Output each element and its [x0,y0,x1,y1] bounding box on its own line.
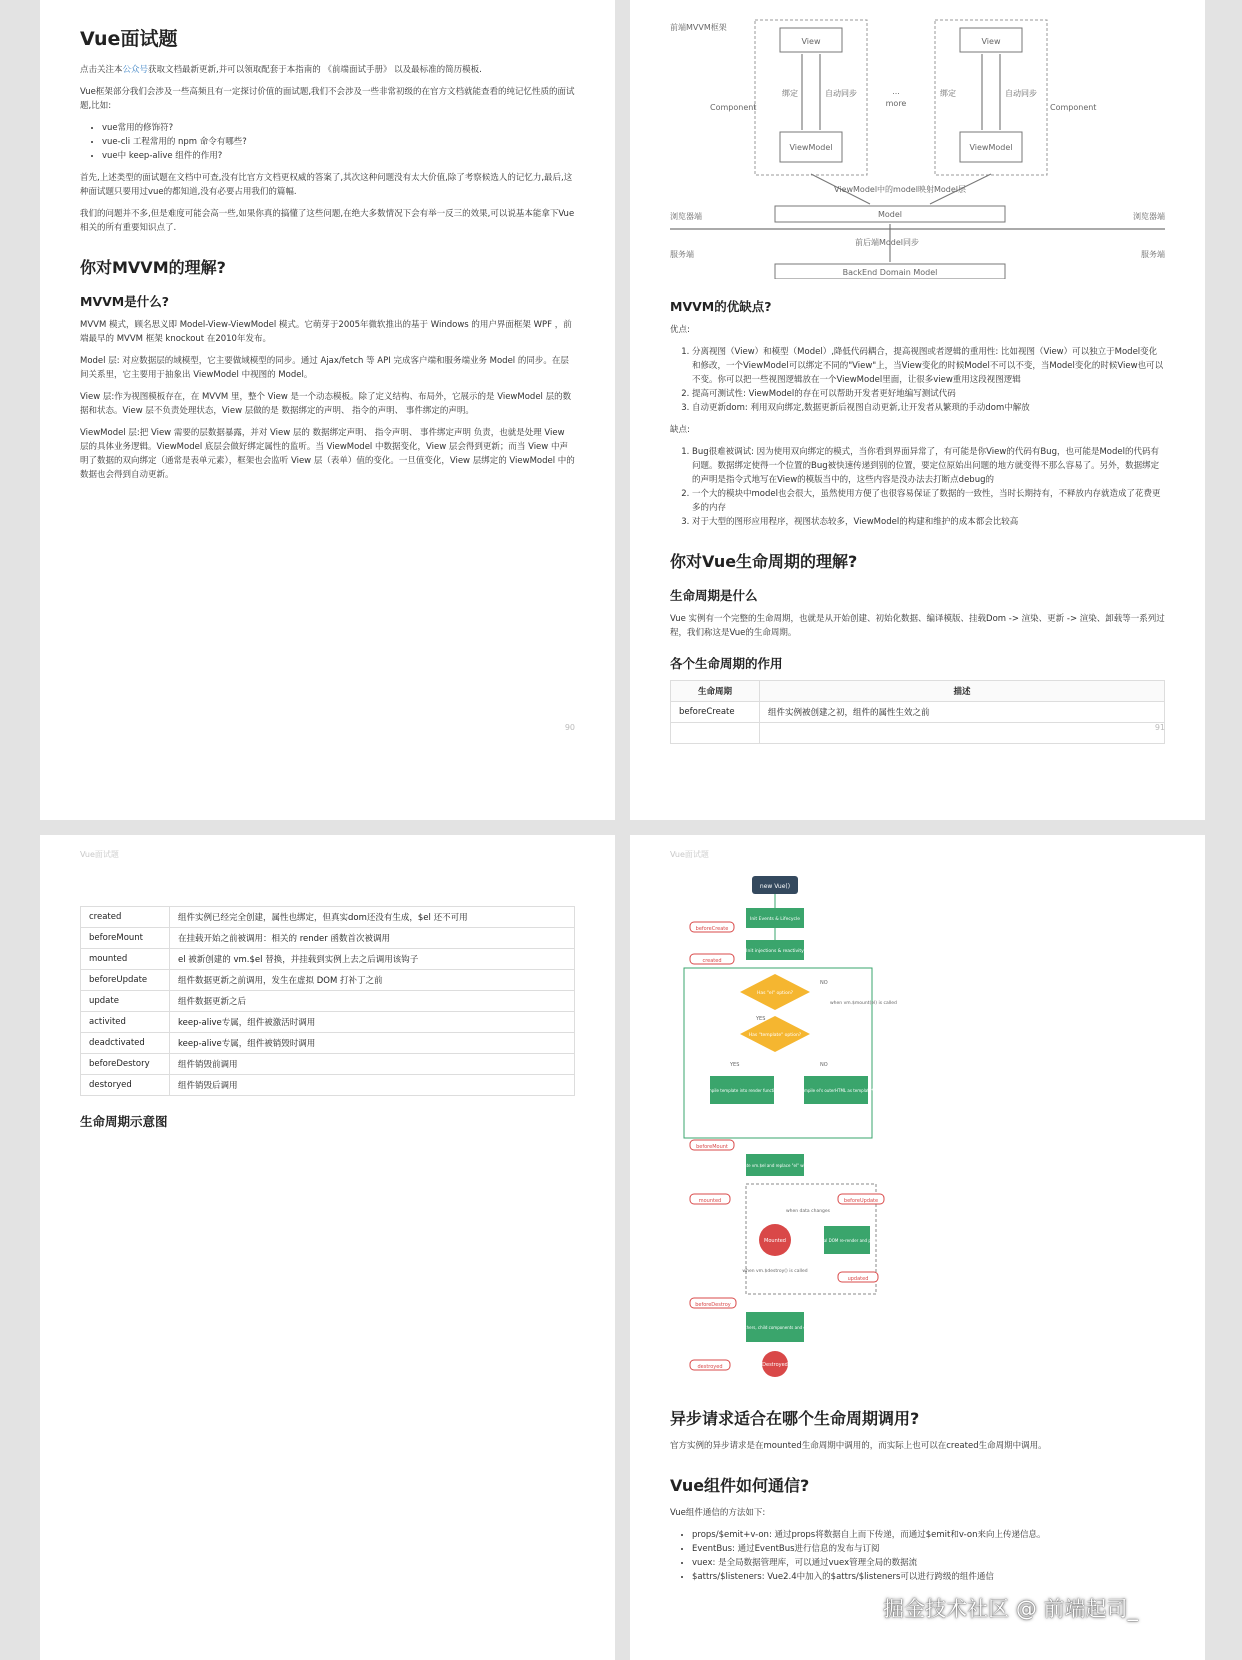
page-number: 90 [564,723,575,732]
pros-label: 优点: [670,325,690,335]
branch-label: NO [820,980,828,986]
node-label: Init Events & Lifecycle [750,917,800,922]
list-item: • EventBus: 通过EventBus进行信息的发布与订阅 [692,1542,1165,1556]
paragraph: 官方实例的异步请求是在mounted生命周期中调用的，而实际上也可以在created生命周期中调用。 [670,1441,1047,1451]
node-label: new Vue() [759,883,791,890]
hook-label: destroyed [697,1364,723,1370]
hook-label: created [702,958,722,964]
table-row [81,907,575,928]
subheading-lifecycle-roles: 各个生命周期的作用 [670,656,783,671]
table-row [81,928,575,949]
ellipsis: ... [892,87,900,96]
viewmodel-label: ViewModel [789,143,833,152]
table-row [81,949,575,970]
column-header: 生命周期 [671,681,760,702]
subheading-what-is-mvvm: MVVM是什么? [80,294,169,309]
paragraph: View 层:作为视图模板存在，在 MVVM 里，整个 View 是一个动态模板。除了定义结构、布局外，它展示的是 ViewModel 层的数据和状态。View 层不负责处理状态，View 层做的是 数据绑定的声明、 指令的声明、 事件绑定的声明。 [80,392,572,416]
page-90 [40,0,615,820]
communication-list [670,1528,1165,1584]
decision-label: Has "template" option? [748,1033,802,1038]
table-row [671,723,1165,744]
branch-note: when vm.$mount(el) is called [830,1001,897,1006]
list-item: • vue常用的修饰符? [102,121,575,135]
intro-post: 获取文档最新更新,并可以领取配套于本指南的 《前端面试手册》 以及最标准的简历模板. [148,65,482,75]
hook-label: beforeDestroy [695,1302,731,1308]
lifecycle-flowchart [670,872,1165,1382]
table-cell: beforeDestory [81,1054,170,1075]
subheading-pros-cons: MVVM的优缺点? [670,299,772,314]
lifecycle-table [670,680,1165,744]
table-header-row [671,681,1165,702]
intro-paragraph [80,63,575,77]
page-92 [40,835,615,1660]
table-row [81,991,575,1012]
section-heading-async: 异步请求适合在哪个生命周期调用? [670,1409,920,1428]
section-heading-mvvm: 你对MVVM的理解? [80,258,226,277]
watermark: 掘金技术社区 @ 前端起司_ [883,1597,1138,1621]
node-label: Create vm.$el and replace "el" with it [737,1163,813,1168]
hook-label: updated [847,1276,869,1282]
server-label-left: 服务端 [670,250,694,259]
page-93 [630,835,1205,1660]
list-item: • vuex: 是全局数据管理库，可以通过vuex管理全局的数据流 [692,1556,1165,1570]
table-cell: 在挂载开始之前被调用：相关的 render 函数首次被调用 [170,928,575,949]
doc-title: Vue面试题 [80,28,178,50]
paragraph: Vue组件通信的方法如下: [670,1508,766,1518]
table-cell: el 被新创建的 vm.$el 替换，并挂载到实例上去之后调用该钩子 [170,949,575,970]
node-label: Teardown watchers, child components and event listeners [716,1325,834,1330]
node-label: Init injections & reactivity [746,949,804,954]
node-label: Destroyed [762,1362,788,1368]
list-item: • vue中 keep-alive 组件的作用? [102,149,575,163]
official-account-link[interactable]: 公众号 [122,65,149,75]
hook-label: beforeUpdate [843,1198,879,1204]
list-item: 3. 自动更新dom: 利用双向绑定,数据更新后视图自动更新,让开发者从繁琐的手动dom中解放 [692,401,1165,415]
list-item: • $attrs/$listeners: Vue2.4中加入的$attrs/$listeners可以进行跨级的组件通信 [692,1570,1165,1584]
table-row [81,1033,575,1054]
subheading-lifecycle-diagram: 生命周期示意图 [80,1114,168,1129]
auto-sync-label: 自动同步 [825,89,857,98]
view-label: View [801,37,821,46]
server-label-right: 服务端 [1141,250,1165,259]
table-row [81,1075,575,1096]
table-cell: beforeCreate [671,702,760,723]
decision-label: Has "el" option? [756,991,794,996]
list-item: 3. 对于大型的图形应用程序，视图状态较多，ViewModel的构建和维护的成本都会比较高 [692,515,1165,529]
cons-label: 缺点: [670,425,690,435]
table-row [81,1054,575,1075]
node-label: Mounted [764,1238,786,1244]
table-cell [760,723,1165,744]
table-cell: destoryed [81,1075,170,1096]
component-label: Component [1050,103,1097,112]
running-header: Vue面试题 [670,850,709,859]
edge-note: when vm.$destroy() is called [742,1269,808,1274]
lifecycle-table-continued [80,906,575,1096]
viewmodel-label: ViewModel [969,143,1013,152]
table-cell: keep-alive专属，组件被销毁时调用 [170,1033,575,1054]
view-label: View [981,37,1001,46]
mapping-note: ViewModel中的model映射Model层 [834,185,966,194]
table-cell: 组件销毁前调用 [170,1054,575,1075]
mvvm-architecture-diagram [670,14,1165,279]
cons-list [670,445,1165,529]
branch-label: YES [730,1062,740,1068]
section-heading-lifecycle: 你对Vue生命周期的理解? [670,552,858,571]
more-label: more [885,99,907,108]
list-item: 2. 一个大的模块中model也会很大，虽然使用方便了也很容易保证了数据的一致性，当时长期持有，不释放内存就造成了花费更多的内存 [692,487,1165,515]
paragraph: 我们的问题并不多,但是难度可能会高一些,如果你真的搞懂了这些问题,在绝大多数情况下会有举一反三的效果,可以说基本能拿下Vue相关的所有重要知识点了. [80,209,575,233]
bind-label: 绑定 [940,89,956,98]
table-row [81,970,575,991]
table-cell: beforeMount [81,928,170,949]
table-row [671,702,1165,723]
page-number: 91 [1154,723,1165,732]
browser-label-right: 浏览器端 [1133,212,1165,221]
paragraph: MVVM 模式，顾名思义即 Model-View-ViewModel 模式。它萌芽于2005年微软推出的基于 Windows 的用户界面框架 WPF ，前端最早的 MVVM 框架 knockout 在2010年发布。 [80,320,572,344]
table-row [81,1012,575,1033]
list-item: 1. Bug很难被调试: 因为使用双向绑定的模式，当你看到界面异常了，有可能是你View的代码有Bug，也可能是Model的代码有问题。数据绑定使得一个位置的Bug被快速传递到别的位置，要定位原始出问题的地方就变得不那么容易了。另外，数据绑定的声明是指令式地写在View的模版当中的，这些内容是没办法去打断点debug的 [692,445,1165,487]
auto-sync-label: 自动同步 [1005,89,1037,98]
list-item: 1. 分离视图（View）和模型（Model）,降低代码耦合，提高视图或者逻辑的重用性: 比如视图（View）可以独立于Model变化和修改，一个ViewModel可以绑定不同的"View"上，当View变化的时候Model不可以不变，当Model变化的时候View也可以不变。你可以把一些视图逻辑放在一个ViewModel里面，让很多view重用这段视图逻辑 [692,345,1165,387]
table-cell: 组件数据更新之后 [170,991,575,1012]
paragraph: Vue框架部分我们会涉及一些高频且有一定探讨价值的面试题,我们不会涉及一些非常初级的在官方文档就能查看的纯记忆性质的面试题,比如: [80,87,575,111]
backend-model-label: BackEnd Domain Model [842,268,938,277]
node-label: Compile template into render function* [702,1088,782,1093]
section-heading-communication: Vue组件如何通信? [670,1476,810,1495]
edge-note: when data changes [785,1209,831,1214]
list-item: • vue-cli 工程常用的 npm 命令有哪些? [102,135,575,149]
paragraph: 首先,上述类型的面试题在文档中可查,没有比官方文档更权威的答案了,其次这种问题没有太大价值,除了考察候选人的记忆力,最后,这种面试题只要用过vue的都知道,没有必要占用我们的篇幅. [80,173,573,197]
hook-label: beforeCreate [695,926,729,932]
table-cell: 组件数据更新之前调用，发生在虚拟 DOM 打补丁之前 [170,970,575,991]
table-cell: created [81,907,170,928]
paragraph: ViewModel 层:把 View 需要的层数据暴露，并对 View 层的 数据绑定声明、 指令声明、 事件绑定声明 负责，也就是处理 View 层的具体业务逻辑。ViewModel 底层会做好绑定属性的监听。当 ViewModel 中数据变化，View 层会得到更新；而当 View 中声明了数据的双向绑定（通常是表单元素），框架也会监听 View 层（表单）值的变化。一旦值变化，View 层绑定的 ViewModel 中的数据也会得到自动更新。 [80,428,575,480]
table-cell [671,723,760,744]
table-cell: deadctivated [81,1033,170,1054]
node-label: Virtual DOM re-render and patch [814,1238,880,1243]
intro-pre: 点击关注本 [80,65,123,75]
node-label: Compile el's outerHTML as template* [798,1088,874,1093]
running-header: Vue面试题 [80,850,119,859]
bullet-list [80,121,575,163]
backend-sync-label: 前后端Model同步 [855,238,920,247]
table-cell: beforeUpdate [81,970,170,991]
column-header: 描述 [760,681,1165,702]
table-cell: 组件实例被创建之初，组件的属性生效之前 [760,702,1165,723]
list-item: 2. 提高可测试性: ViewModel的存在可以帮助开发者更好地编写测试代码 [692,387,1165,401]
table-cell: mounted [81,949,170,970]
list-item: • props/$emit+v-on: 通过props将数据自上而下传递，而通过$emit和v-on来向上传递信息。 [692,1528,1165,1542]
table-cell: keep-alive专属，组件被激活时调用 [170,1012,575,1033]
branch-label: NO [820,1062,828,1068]
table-cell: activited [81,1012,170,1033]
paragraph: Model 层: 对应数据层的域模型，它主要做域模型的同步。通过 Ajax/fetch 等 API 完成客户端和服务端业务 Model 的同步。在层间关系里，它主要用于抽象出 ViewModel 中视图的 Model。 [80,356,569,380]
table-cell: update [81,991,170,1012]
frame-label: 前端MVVM框架 [670,23,727,32]
component-label: Component [710,103,757,112]
subheading-what-is-lifecycle: 生命周期是什么 [670,588,758,603]
browser-label-left: 浏览器端 [670,212,702,221]
bind-label: 绑定 [782,89,798,98]
table-cell: 组件销毁后调用 [170,1075,575,1096]
hook-label: beforeMount [696,1144,728,1150]
branch-label: YES [756,1016,766,1022]
paragraph: Vue 实例有一个完整的生命周期，也就是从开始创建、初始化数据、编译模版、挂载Dom -> 渲染、更新 -> 渲染、卸载等一系列过程，我们称这是Vue的生命周期。 [670,614,1165,638]
pros-list [670,345,1165,415]
model-label: Model [877,210,903,219]
page-91 [630,0,1205,820]
hook-label: mounted [698,1198,722,1204]
table-cell: 组件实例已经完全创建，属性也绑定，但真实dom还没有生成，$el 还不可用 [170,907,575,928]
